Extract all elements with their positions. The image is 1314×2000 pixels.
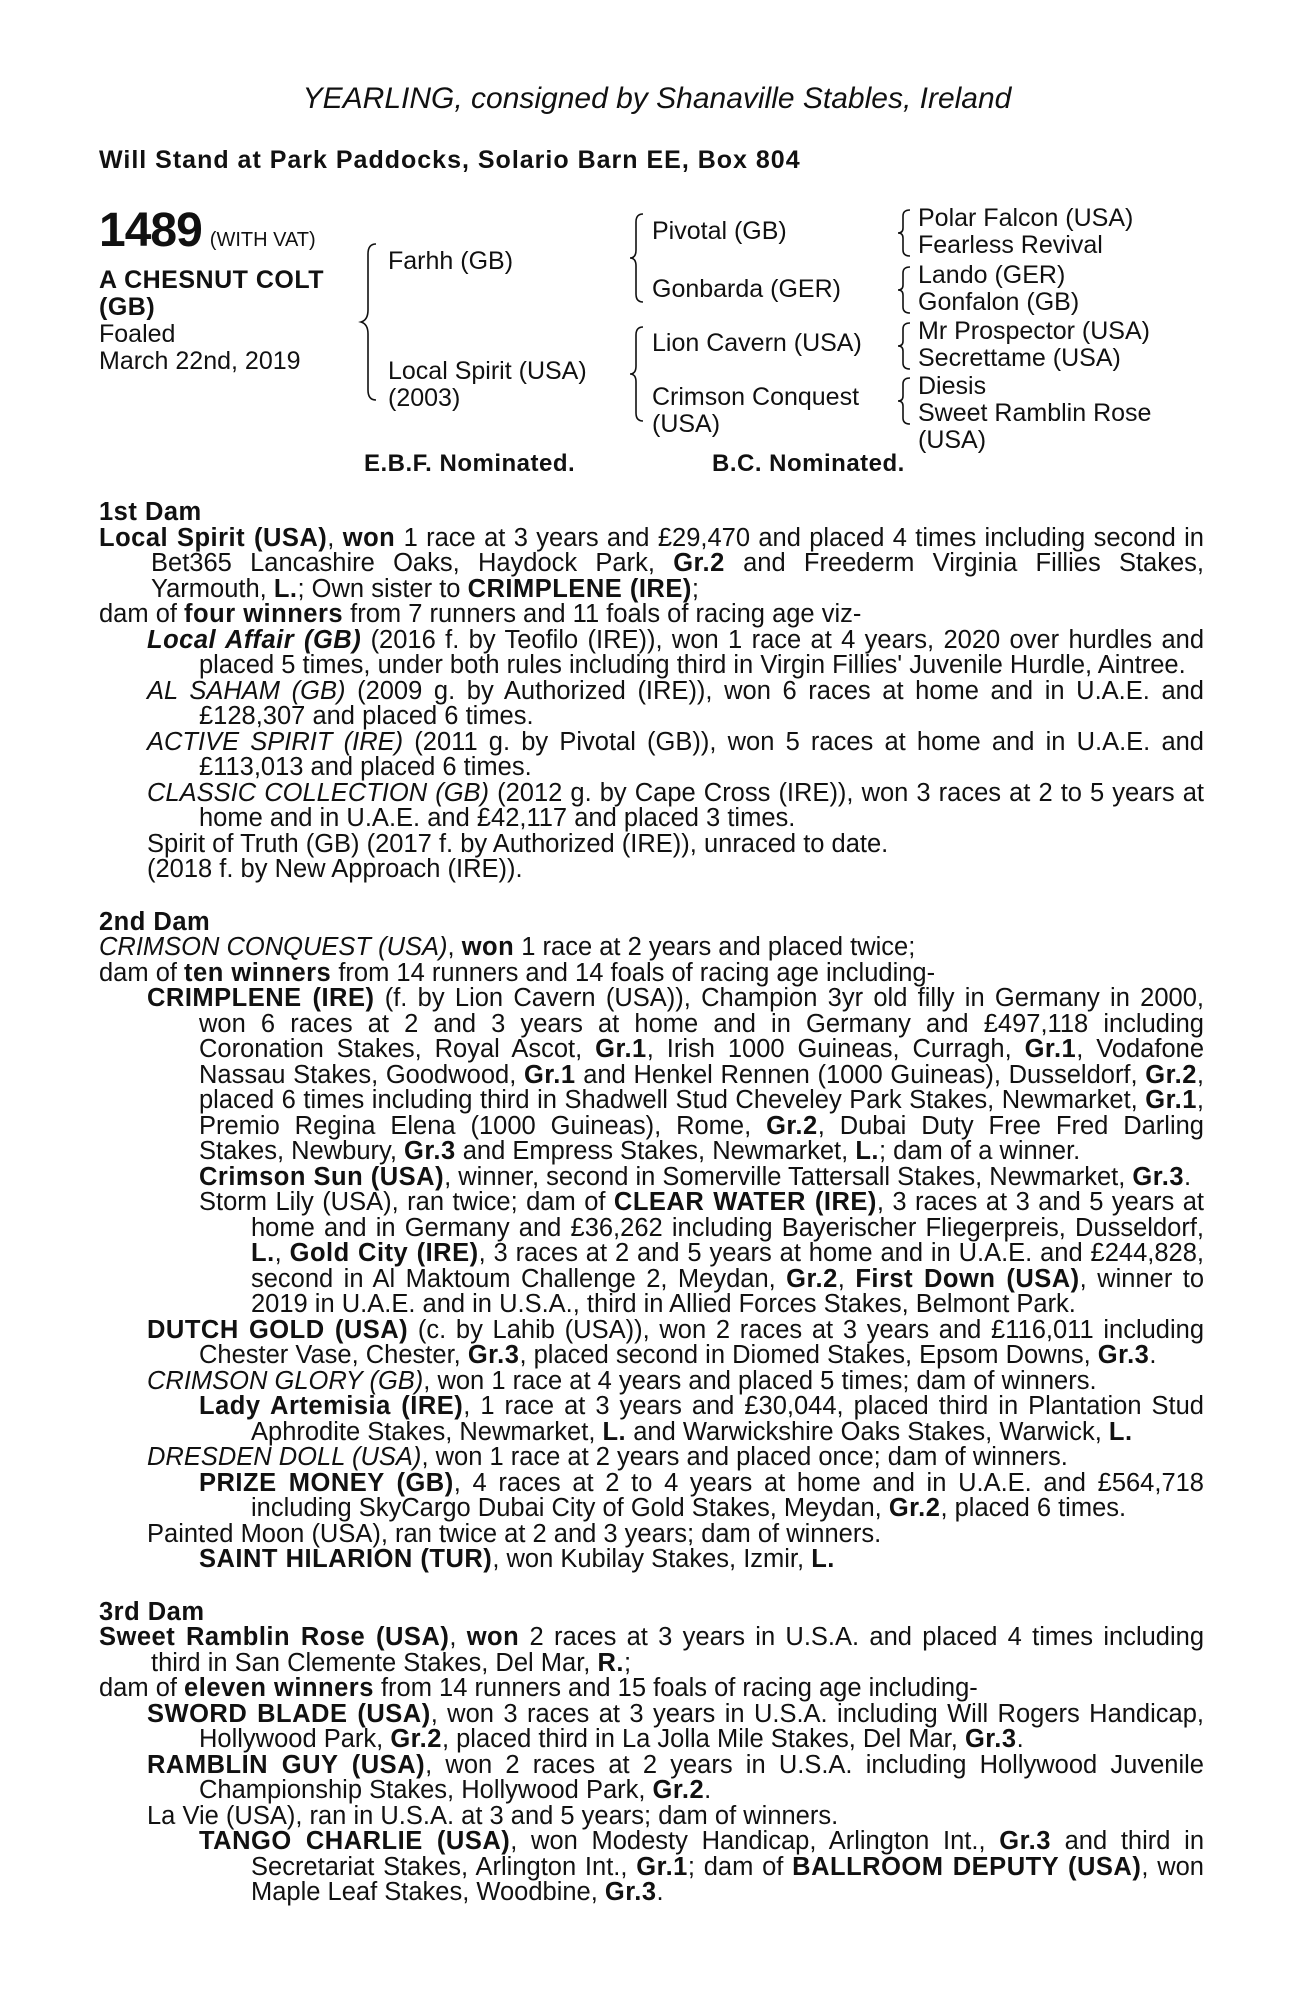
- pedigree-entry: Lady Artemisia (IRE), 1 race at 3 years and £30,044, placed third in Plantation Stud Aphrodite Stakes, Newmarket, L. and Warwickshire Oaks Stakes, Warwick, L.: [199, 1392, 1204, 1446]
- pedigree-entry: CRIMSON GLORY (GB), won 1 race at 4 years and placed 5 times; dam of winners.: [147, 1366, 1097, 1395]
- ebf-nomination: E.B.F. Nominated.: [364, 450, 576, 477]
- dam-name: Local Spirit (USA): [388, 357, 587, 385]
- pedigree-entry: Spirit of Truth (GB) (2017 f. by Authorized (IRE)), unraced to date.: [147, 829, 889, 858]
- pedigree-entry: AL SAHAM (GB) (2009 g. by Authorized (IRE)), won 6 races at home and in U.A.E. and £128,307 and placed 6 times.: [147, 676, 1204, 730]
- great-grandparent-6: Secrettame (USA): [918, 344, 1121, 372]
- pedigree-entry: TANGO CHARLIE (USA), won Modesty Handicap, Arlington Int., Gr.3 and third in Secretariat Stakes, Arlington Int., Gr.1; dam of BALLROOM DEPUTY (USA), won Maple Leaf Stakes, Woodbine, Gr.3.: [199, 1827, 1205, 1906]
- vat-label: (WITH VAT): [209, 229, 316, 251]
- section-heading: 3rd Dam: [99, 1597, 205, 1626]
- pedigree-entry: RAMBLIN GUY (USA), won 2 races at 2 years in U.S.A. including Hollywood Juvenile Championship Stakes, Hollywood Park, Gr.2.: [147, 1750, 1204, 1804]
- pedigree-brace-dam: [628, 325, 648, 423]
- pedigree-brace-g2: [896, 265, 914, 315]
- great-grandparent-2: Fearless Revival: [918, 231, 1103, 259]
- stand-location: Will Stand at Park Paddocks, Solario Barn EE, Box 804: [99, 146, 801, 174]
- great-grandparent-8-cont: (USA): [918, 426, 987, 454]
- pedigree-entry: SWORD BLADE (USA), won 3 races at 3 years in U.S.A. including Will Rogers Handicap, Hollywood Park, Gr.2, placed third in La Jolla Mile Stakes, Del Mar, Gr.3.: [147, 1699, 1204, 1753]
- pedigree-entry: CRIMPLENE (IRE) (f. by Lion Cavern (USA)), Champion 3yr old filly in Germany in 2000, won 6 races at 2 and 3 years at home and in Germany and £497,118 including Coronation Stakes, Royal Ascot, Gr.1, Irish 1000 Guineas, Curragh, Gr.1, Vodafone Nassau Stakes, Goodwood, Gr.1 and Henkel Rennen (1000 Guineas), Dusseldorf, Gr.2, placed 6 times including third in Shadwell Stud Cheveley Park Stakes, Newmarket, Gr.1, Premio Regina Elena (1000 Guineas), Rome, Gr.2, Dubai Duty Free Fred Darling Stakes, Newbury, Gr.3 and Empress Stakes, Newmarket, L.; dam of a winner.: [147, 984, 1204, 1165]
- pedigree-entry: SAINT HILARION (TUR), won Kubilay Stakes, Izmir, L.: [199, 1545, 835, 1573]
- dam-section: [99, 907, 1205, 1573]
- consignment-title: YEARLING, consigned by Shanaville Stables, Ireland: [302, 82, 1012, 115]
- great-grandparent-1: Polar Falcon (USA): [918, 204, 1134, 232]
- sire-name: Farhh (GB): [388, 247, 514, 275]
- pedigree-entry: ACTIVE SPIRIT (IRE) (2011 g. by Pivotal (GB)), won 5 races at home and in U.A.E. and £113,013 and placed 6 times.: [147, 727, 1204, 781]
- pedigree-brace-g1: [896, 208, 914, 258]
- dam-sire: Lion Cavern (USA): [652, 329, 862, 357]
- great-grandparent-3: Lando (GER): [918, 261, 1066, 289]
- dam-year: (2003): [388, 384, 461, 412]
- pedigree-entry: CRIMSON CONQUEST (USA), won 1 race at 2 years and placed twice;: [99, 933, 916, 961]
- great-grandparent-7: Diesis: [918, 372, 987, 400]
- pedigree-entry: Crimson Sun (USA), winner, second in Somerville Tattersall Stakes, Newmarket, Gr.3.: [199, 1162, 1192, 1191]
- family-record: [99, 500, 1204, 1906]
- pedigree-entry: dam of four winners from 7 runners and 11 foals of racing age viz-: [99, 600, 862, 628]
- pedigree-brace-main: [358, 242, 382, 402]
- lot-description-line1: A CHESNUT COLT: [99, 266, 325, 294]
- pedigree-entry: (2018 f. by New Approach (IRE)).: [147, 855, 523, 883]
- pedigree-entry: DUTCH GOLD (USA) (c. by Lahib (USA)), won 2 races at 3 years and £116,011 including Chester Vase, Chester, Gr.3, placed second in Diomed Stakes, Epsom Downs, Gr.3.: [147, 1315, 1205, 1369]
- pedigree-entry: CLASSIC COLLECTION (GB) (2012 g. by Cape Cross (IRE)), won 3 races at 2 to 5 years at home and in U.A.E. and £42,117 and placed 3 times.: [147, 778, 1204, 832]
- section-heading: 1st Dam: [99, 498, 202, 526]
- foaled-label: Foaled: [99, 320, 176, 348]
- pedigree-brace-g4: [896, 376, 914, 426]
- lot-description-line2: (GB): [99, 293, 156, 321]
- lot-info: [99, 206, 324, 375]
- pedigree-entry: Local Affair (GB) (2016 f. by Teofilo (IRE)), won 1 race at 4 years, 2020 over hurdles and placed 5 times, under both rules including third in Virgin Fillies' Juvenile Hurdle, Aintree.: [147, 625, 1204, 679]
- pedigree-brace-g3: [896, 321, 914, 371]
- pedigree-entry: Local Spirit (USA), won 1 race at 3 years and £29,470 and placed 4 times including second in Bet365 Lancashire Oaks, Haydock Park, Gr.2 and Freederm Virginia Fillies Stakes, Yarmouth, L.; Own sister to CRIMPLENE (IRE);: [99, 523, 1204, 603]
- pedigree-brace-sire: [628, 212, 648, 304]
- pedigree-entry: Sweet Ramblin Rose (USA), won 2 races at 3 years in U.S.A. and placed 4 times including third in San Clemente Stakes, Del Mar, R.;: [99, 1623, 1204, 1677]
- pedigree-entry: dam of ten winners from 14 runners and 14 foals of racing age including-: [99, 958, 936, 987]
- dam-section: [99, 500, 1204, 883]
- pedigree-entry: DRESDEN DOLL (USA), won 1 race at 2 years and placed once; dam of winners.: [147, 1443, 1068, 1471]
- great-grandparent-8: Sweet Ramblin Rose: [918, 399, 1152, 427]
- lot-number: 1489: [99, 204, 202, 257]
- pedigree-entry: Painted Moon (USA), ran twice at 2 and 3 years; dam of winners.: [147, 1519, 882, 1548]
- pedigree-entry: PRIZE MONEY (GB), 4 races at 2 to 4 years at home and in U.A.E. and £564,718 including SkyCargo Dubai City of Gold Stakes, Meydan, Gr.2, placed 6 times.: [199, 1468, 1204, 1522]
- dam-section: [99, 1597, 1205, 1906]
- pedigree-entry: dam of eleven winners from 14 runners and 15 foals of racing age including-: [99, 1674, 978, 1702]
- great-grandparent-5: Mr Prospector (USA): [918, 317, 1150, 345]
- dam-dam-line1: Crimson Conquest: [652, 383, 860, 411]
- foaled-date: March 22nd, 2019: [99, 347, 301, 375]
- bc-nomination: B.C. Nominated.: [712, 450, 905, 477]
- great-grandparent-4: Gonfalon (GB): [918, 288, 1080, 316]
- dam-dam-line2: (USA): [652, 410, 721, 438]
- pedigree-entry: Storm Lily (USA), ran twice; dam of CLEAR WATER (IRE), 3 races at 3 and 5 years at home and in Germany and £36,262 including Bayerischer Fliegerpreis, Dusseldorf, L., Gold City (IRE), 3 races at 2 and 5 years at home and in U.A.E. and £244,828, second in Al Maktoum Challenge 2, Meydan, Gr.2, First Down (USA), winner to 2019 in U.A.E. and in U.S.A., third in Allied Forces Stakes, Belmont Park.: [199, 1188, 1205, 1318]
- sire-dam: Gonbarda (GER): [652, 275, 841, 303]
- section-heading: 2nd Dam: [99, 907, 211, 936]
- sire-sire: Pivotal (GB): [652, 217, 787, 245]
- pedigree-entry: La Vie (USA), ran in U.S.A. at 3 and 5 years; dam of winners.: [147, 1801, 839, 1830]
